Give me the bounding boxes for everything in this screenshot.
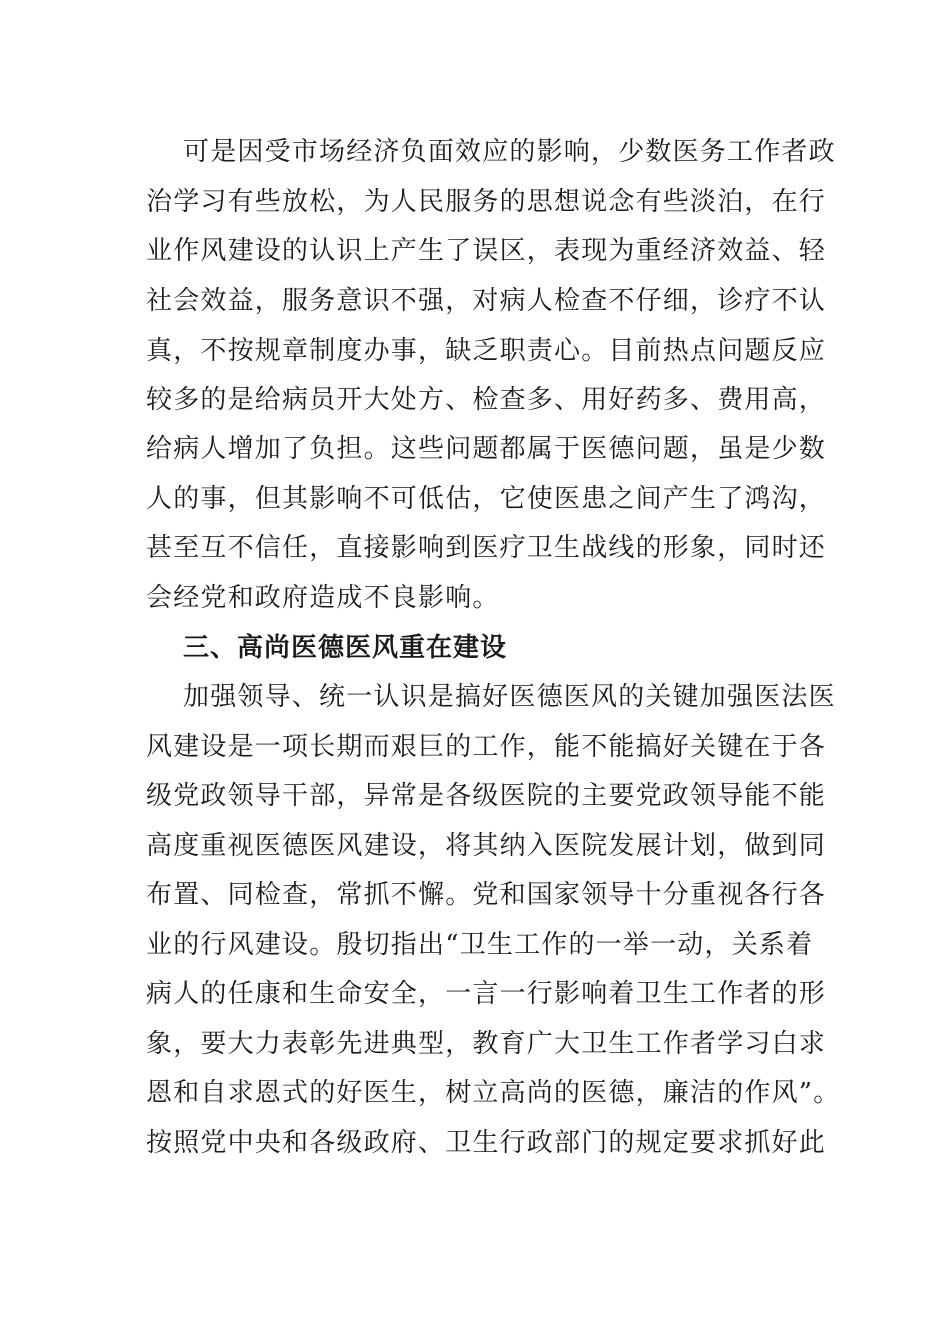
section-heading: 三、高尚医德医风重在建设 xyxy=(183,633,508,663)
paragraph-line: 恩和自求恩式的好医生，树立高尚的医德，廉洁的作风”。 xyxy=(146,1078,841,1108)
paragraph-line: 加强领导、统一认识是搞好医德医风的关键加强医法医 xyxy=(183,682,836,712)
paragraph-line: 社会效益，服务意识不强，对病人检查不仔细，诊疗不认 xyxy=(146,286,827,316)
paragraph-line: 风建设是一项长期而艰巨的工作，能不能搞好关键在于各 xyxy=(146,732,827,762)
paragraph-line: 业作风建设的认识上产生了误区，表现为重经济效益、轻 xyxy=(146,236,827,266)
paragraph-line: 给病人增加了负担。这些问题都属于医德问题，虽是少数 xyxy=(146,434,827,464)
paragraph-line: 高度重视医德医风建设，将其纳入医院发展计划，做到同 xyxy=(146,831,827,861)
paragraph-line: 按照党中央和各级政府、卫生行政部门的规定要求抓好此 xyxy=(146,1128,827,1158)
paragraph-line: 病人的任康和生命安全，一言一行影响着卫生工作者的形 xyxy=(146,979,827,1009)
paragraph-line: 级党政领导干部，异常是各级医院的主要党政领导能不能 xyxy=(146,781,827,811)
paragraph-line: 会经党和政府造成不良影响。 xyxy=(146,583,500,613)
paragraph-line: 业的行风建设。殷切指出“卫生工作的一举一动，关系着 xyxy=(146,930,814,960)
paragraph-line: 治学习有些放松，为人民服务的思想说念有些淡泊，在行 xyxy=(146,187,827,217)
paragraph-line: 人的事，但其影响不可低估，它使医患之间产生了鸿沟， xyxy=(146,484,827,514)
paragraph-line: 布置、同检查，常抓不懈。党和国家领导十分重视各行各 xyxy=(146,880,827,910)
paragraph-line: 较多的是给病员开大处方、检查多、用好药多、费用高， xyxy=(146,385,827,415)
paragraph-line: 可是因受市场经济负面效应的影响，少数医务工作者政 xyxy=(183,137,836,167)
paragraph-line: 甚至互不信任，直接影响到医疗卫生战线的形象，同时还 xyxy=(146,533,827,563)
paragraph-line: 象，要大力表彰先进典型，教育广大卫生工作者学习白求 xyxy=(146,1029,827,1059)
paragraph-line: 真，不按规章制度办事，缺乏职责心。目前热点问题反应 xyxy=(146,336,827,366)
